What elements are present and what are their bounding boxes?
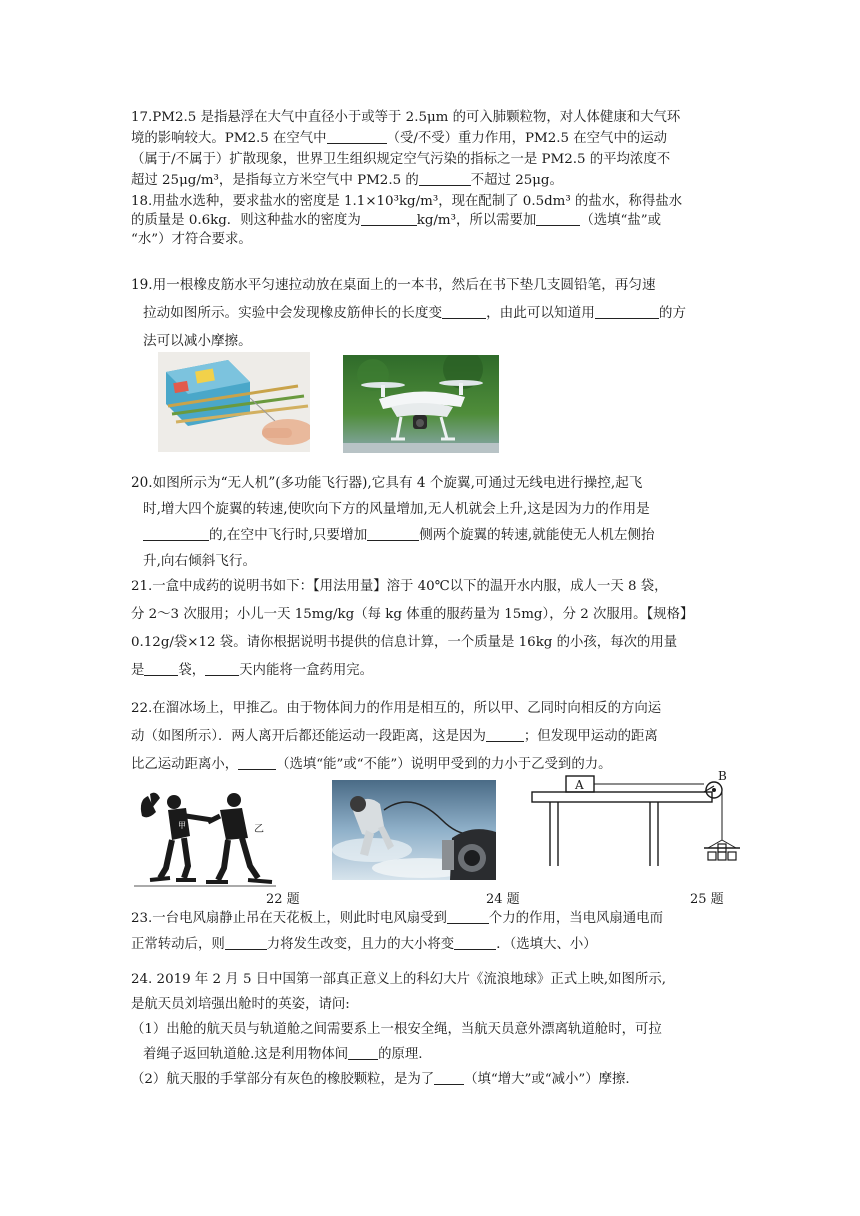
q21-line-3: 0.12g/袋×12 袋。请你根据说明书提供的信息计算，一个质量是 16kg 的小孩，每次的用量 [131, 635, 678, 650]
question-17 [131, 107, 731, 191]
q20-blank-1[interactable] [143, 526, 209, 541]
q22-line-1: 22.在溜冰场上，甲推乙。由于物体间力的作用是相互的，所以甲、乙同时向相反的方向运 [131, 701, 662, 716]
fig25-label-b: B [718, 770, 727, 783]
q17-line-1: 17.PM2.5 是指悬浮在大气中直径小于或等于 2.5μm 的可入肺颗粒物，对人体健康和大气环 [131, 110, 681, 125]
figure-24-astronaut-photo [332, 780, 496, 880]
q19-blank-2[interactable] [595, 304, 659, 319]
q17-blank-2[interactable] [419, 171, 471, 186]
q24-blank-2[interactable] [434, 1070, 464, 1085]
figure-19-book-pencils-photo [158, 352, 310, 452]
question-23 [131, 906, 731, 958]
q21-line-4: 是 袋， 天内能将一盒药用完。 [131, 663, 374, 678]
fig22-label-yi: 乙 [254, 824, 264, 835]
q20-line-3: 的,在空中飞行时,只要增加 侧两个旋翼的转速,就能使无人机左侧抬 [131, 522, 731, 548]
q22-line-2: 动（如图所示）．两人离开后都还能运动一段距离，这是因为 ；但发现甲运动的距离 [131, 729, 658, 744]
q21-line-1: 21.一盒中成药的说明书如下：【用法用量】溶于 40℃以下的温开水内服，成人一天 8 袋， [131, 579, 668, 594]
q23-blank-1[interactable] [447, 909, 489, 924]
caption-22: 22 题 [266, 892, 300, 907]
q18-blank-1[interactable] [361, 211, 417, 226]
q20-line-1: 20.如图所示为“无人机”(多功能飞行器),它具有 4 个旋翼,可通过无线电进行操控,起飞 [131, 475, 643, 491]
question-20 [131, 470, 731, 574]
q23-line-1: 23.一台电风扇静止吊在天花板上，则此时电风扇受到 个力的作用，当电风扇通电而 [131, 911, 663, 926]
q19-line-1: 19.用一根橡皮筋水平匀速拉动放在桌面上的一本书，然后在书下垫几支圆铅笔，再匀速 [131, 277, 656, 293]
q21-line-2: 分 2～3 次服用；小儿一天 15mg/kg（每 kg 体重的服药量为 15mg），分 2 次服用。【规格】 [131, 607, 694, 622]
caption-25: 25 题 [690, 892, 724, 907]
fig22-label-jia: 甲 [178, 821, 186, 830]
q18-line-2: 的质量是 0.6kg．则这种盐水的密度为 kg/m³，所以需要加 （选填“盐”或 [131, 213, 661, 228]
q17-line-2: 境的影响较大。PM2.5 在空气中 （受/不受）重力作用，PM2.5 在空气中的运动 [131, 131, 668, 146]
q20-blank-2[interactable] [367, 526, 419, 541]
q17-line-4: 超过 25μg/m³，是指每立方米空气中 PM2.5 的 不超过 25μg。 [131, 173, 563, 188]
q23-line-2: 正常转动后，则 力将发生改变，且力的大小将变 ．（选填大、小） [131, 937, 597, 952]
q22-blank-1[interactable] [486, 727, 524, 742]
question-24 [131, 967, 731, 1092]
q22-line-3: 比乙运动距离小， （选填“能”或“不能”）说明甲受到的力小于乙受到的力。 [131, 757, 612, 772]
q18-line-1: 18.用盐水选种，要求盐水的密度是 1.1×10³kg/m³，现在配制了 0.5dm³ 的盐水，称得盐水 [131, 194, 683, 209]
q24-line-2: 是航天员刘培强出舱时的英姿，请问: [131, 997, 350, 1012]
figure-22-skaters [130, 786, 280, 890]
q19-blank-1[interactable] [442, 304, 486, 319]
fig25-label-a: A [575, 778, 584, 792]
q24-line-3: （1）出舱的航天员与轨道舱之间需要系上一根安全绳，当航天员意外漂离轨道舱时，可拉 [131, 1022, 662, 1037]
q17-blank-1[interactable] [327, 129, 387, 144]
q23-blank-3[interactable] [454, 935, 496, 950]
figure-25-pulley-diagram [528, 770, 754, 870]
question-19 [131, 271, 731, 355]
q17-line-3: （属于/不属于）扩散现象，世界卫生组织规定空气污染的指标之一是 PM2.5 的平均浓度不 [131, 152, 671, 167]
q20-line-4: 升,向右倾斜飞行。 [143, 553, 257, 569]
q18-blank-2[interactable] [536, 211, 580, 226]
question-22 [131, 695, 731, 779]
question-18 [131, 192, 731, 249]
q21-blank-2[interactable] [205, 661, 239, 676]
q24-line-5: （2）航天服的手掌部分有灰色的橡胶颗粒，是为了 （填“增大”或“减小”）摩擦. [131, 1072, 630, 1087]
q24-line-4: 着绳子返回轨道舱.这是利用物体间 的原理. [143, 1047, 423, 1062]
q18-line-3: “水”）才符合要求。 [131, 232, 252, 247]
q19-line-3: 法可以减小摩擦。 [143, 333, 252, 349]
q24-blank-1[interactable] [348, 1045, 378, 1060]
caption-24: 24 题 [486, 892, 520, 907]
q22-blank-2[interactable] [238, 755, 276, 770]
question-21 [131, 573, 731, 685]
q20-line-2: 时,增大四个旋翼的转速,使吹向下方的风量增加,无人机就会上升,这是因为力的作用是 [143, 501, 650, 517]
q24-line-1: 24. 2019 年 2 月 5 日中国第一部真正意义上的科幻大片《流浪地球》正式上映,如图所示, [131, 972, 666, 987]
q23-blank-2[interactable] [225, 935, 267, 950]
figure-20-drone-photo [343, 355, 499, 453]
q21-blank-1[interactable] [144, 661, 178, 676]
q19-line-2: 拉动如图所示。实验中会发现橡皮筋伸长的长度变 ，由此可以知道用 的方 [143, 305, 686, 321]
